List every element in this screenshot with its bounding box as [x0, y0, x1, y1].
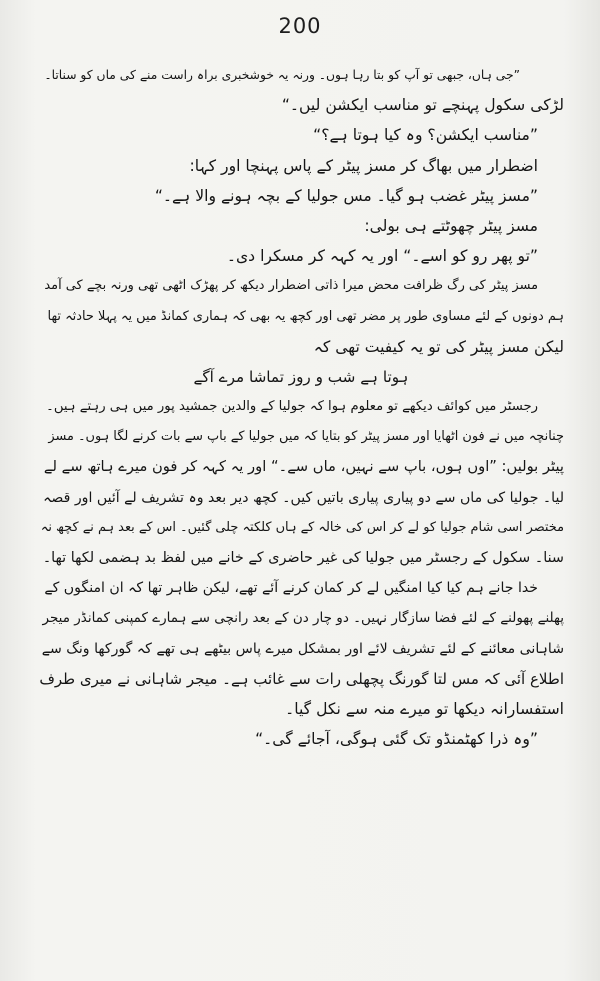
text-line: خدا جانے ہم کیا کیا امنگیں لے کر کمان کرنے آئے تھے، لیکن ظاہر تھا کہ ان امنگوں کے [44, 580, 538, 597]
text-line: مسز پیٹر کی رگ ظرافت محض میرا ذاتی اضطرار دیکھ کر پھڑک اٹھی تھی ورنہ بچے کی آمد [44, 278, 538, 294]
text-line: استفسارانہ دیکھا تو میرے منہ سے نکل گیا۔ [285, 699, 564, 718]
text-line: مختصر اسی شام جولیا کو لے کر اس کی خالہ کے ہاں کلکتہ چلی گئیں۔ اس کے بعد ہم نے کچھ نہ [40, 519, 564, 535]
text-line: پیٹر بولیں: ”اوں ہوں، باپ سے نہیں، ماں سے۔“ اور یہ کہہ کر فون میرے ہاتھ سے لے [43, 458, 564, 476]
text-line: لڑکی سکول پہنچے تو مناسب ایکشن لیں۔“ [281, 96, 564, 115]
text-line: چنانچہ میں نے فون اٹھایا اور مسز پیٹر کو بتایا کہ میں جولیا کے باپ سے بات کرنے لگا ہوں۔ مسز [48, 429, 564, 445]
text-line: رجسٹر میں کوائف دیکھے تو معلوم ہوا کہ جولیا کے والدین جمشید پور میں ہی رہتے ہیں۔ [46, 399, 538, 415]
page-number: 200 [278, 14, 322, 38]
verse-line: ہوتا ہے شب و روز تماشا مرے آگے [193, 367, 409, 386]
text-line: مسز پیٹر چھوٹتے ہی بولی: [364, 216, 538, 235]
text-line: لیا۔ جولیا کی ماں سے دو پیاری پیاری باتیں کیں۔ کچھ دیر بعد وہ تشریف لے آئیں اور قصہ [43, 489, 564, 506]
text-line: پھلنے پھولنے کے لئے فضا سازگار نہیں۔ دو چار دن کے بعد رانچی سے ہمارے کمپنی کمانڈر میجر [42, 610, 564, 627]
text-line: شاہانی معائنے کے لئے تشریف لائے اور بمشکل میرے پاس بیٹھے ہی تھے کہ گورکھا ونگ سے [41, 640, 564, 657]
text-line: سنا۔ سکول کے رجسٹر میں جولیا کی غیر حاضری کے خانے میں لفظ بد ہضمی لکھا تھا۔ [42, 550, 564, 566]
text-line: ”جی ہاں، جبھی تو آپ کو بتا رہا ہوں۔ ورنہ یہ خوشخبری براہ راست منے کی ماں کو سناتا۔ [44, 68, 520, 82]
text-line: ”وہ ذرا کھٹمنڈو تک گئی ہوگی، آجائے گی۔“ [255, 730, 538, 749]
text-line: لیکن مسز پیٹر کی تو یہ کیفیت تھی کہ [313, 337, 564, 356]
text-line: ”مناسب ایکشن؟ وہ کیا ہوتا ہے؟“ [313, 126, 538, 145]
text-line: ”تو پھر رو کو اسے۔“ اور یہ کہہ کر مسکرا دی۔ [226, 247, 538, 266]
text-line: ہم دونوں کے لئے مساوی طور پر مضر تھی اور کچھ یہ بھی کہ ہماری کمانڈ میں یہ پہلا حادثہ تھا [47, 308, 564, 324]
text-line: اضطرار میں بھاگ کر مسز پیٹر کے پاس پہنچا اور کہا: [189, 156, 538, 175]
page-text [38, 60, 564, 754]
text-line: ”مسز پیٹر غضب ہو گیا۔ مس جولیا کے بچہ ہونے والا ہے۔“ [154, 186, 538, 205]
text-line: اطلاع آئی کہ مس لتا گورنگ پچھلی رات سے غائب ہے۔ میجر شاہانی نے میری طرف [39, 669, 564, 688]
